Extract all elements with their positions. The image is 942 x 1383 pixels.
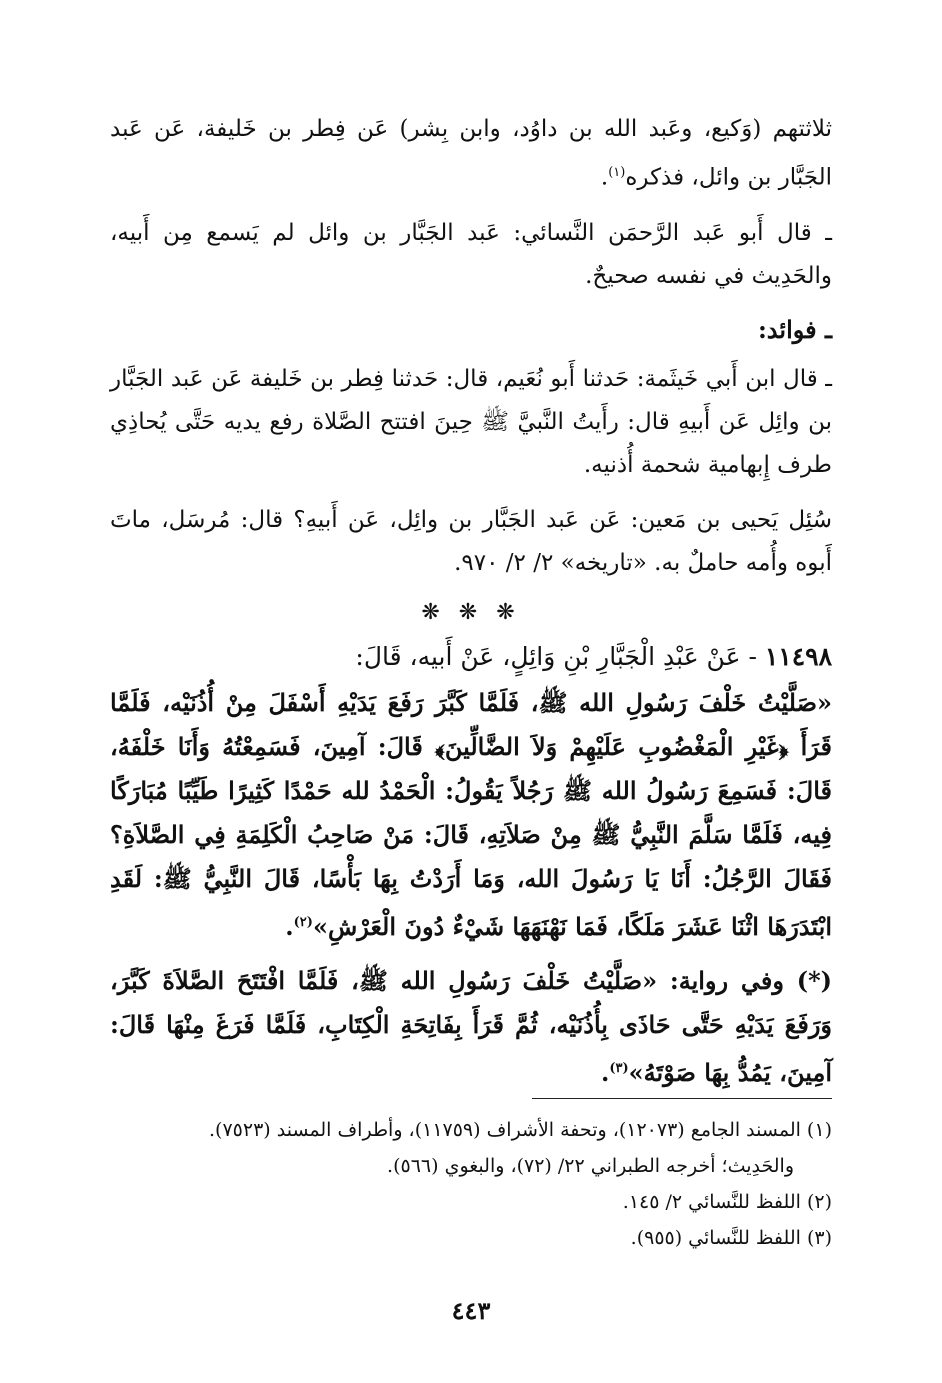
paragraph-narrators-text: ثلاثتهم (وَكيع، وعَبد الله بن داوُد، وابن بِشر) عَن فِطر بن خَليفة، عَن عَبد الجَبَّار بن وائل، فذكره [110, 116, 832, 191]
paragraph-narrators-end: . [600, 164, 609, 191]
section-separator: ❋ ❋ ❋ [421, 599, 521, 625]
footnote-ref-1: (١) [608, 165, 626, 180]
page-number: ٤٤٣ [451, 1296, 491, 1325]
footnote-1-continued: والحَدِيث؛ أخرجه الطبراني ٢٢/ (٧٢)، والبغوي (٥٦٦). [387, 1155, 794, 1177]
paragraph-nasai-comment: ـ قال أَبو عَبد الرَّحمَن النَّسائي: عَبد الجَبَّار بن وائل لم يَسمع مِن أَبيه، والحَدِيث في نفسه صحيحٌ. [110, 219, 832, 289]
main-text [110, 108, 832, 1105]
hadith-riwaya-body: (*) وفي رواية: «صَلَّيْتُ خَلْفَ رَسُولِ الله ﷺ، فَلَمَّا افْتَتَحَ الصَّلاَةَ كَبَّرَ، وَرَفَعَ يَدَيْهِ حَتَّى حَاذَى بِأُذُنَيْه، ثُمَّ قَرَأَ بِفَاتِحَةِ الْكِتَابِ، فَلَمَّا فَرَغَ مِنْهَا قَالَ: آمِينَ، يَمُدُّ بِهَا صَوْتَهُ» [110, 965, 832, 1087]
paragraph-ibn-abi-khaythama: ـ قال ابن أَبي خَيثَمة: حَدثنا أَبو نُعَيم، قال: حَدثنا فِطر بن خَليفة عَن عَبد الجَبَّار بن وائِل عَن أَبيهِ قال: رأَيتُ النَّبيَّ ﷺ حِينَ افتتح الصَّلاة رفع يديه حَتَّى يُحاذِي طرف إِبهامية شحمة أُذنيه. [110, 365, 832, 478]
hadith-riwaya-end: . [600, 1057, 610, 1087]
footnote-ref-2: (٢) [293, 914, 313, 930]
footnote-ref-3: (٣) [609, 1060, 629, 1076]
footnote-2: (٢) اللفظ للنَّسائي ٢/ ١٤٥. [622, 1191, 832, 1213]
fawaid-heading: ـ فوائد: [757, 314, 832, 344]
hadith-text [110, 681, 832, 949]
hadith-number: ١١٤٩٨ [764, 641, 832, 671]
footnote-1: (١) المسند الجامع (١٢٠٧٣)، وتحفة الأشراف (١١٧٥٩)، وأطراف المسند (٧٥٢٣). [209, 1119, 832, 1141]
footnote-3: (٣) اللفظ للنَّسائي (٩٥٥). [630, 1227, 832, 1249]
hadith-text-end: . [285, 911, 294, 941]
hadith-riwaya [110, 959, 832, 1095]
hadith-text-body: «صَلَّيْتُ خَلْفَ رَسُولِ الله ﷺ، فَلَمَّا كَبَّرَ رَفَعَ يَدَيْهِ أَسْفَلَ مِنْ أُذُنَيْه، فَلَمَّا قَرَأَ ﴿غَيْرِ الْمَغْضُوبِ عَلَيْهِمْ وَلاَ الضَّالِّينَ﴾ قَالَ: آمِينَ، فَسَمِعْتُهُ وَأَنَا خَلْفَهُ، قَالَ: فَسَمِعَ رَسُولُ الله ﷺ رَجُلاً يَقُولُ: الْحَمْدُ لله حَمْدًا كَثِيرًا طَيِّبًا مُبَارَكًا فِيه، فَلَمَّا سَلَّمَ النَّبِيُّ ﷺ مِنْ صَلاَتِهِ، قَالَ: مَنْ صَاحِبُ الْكَلِمَةِ فِي الصَّلاَةِ؟ فَقَالَ الرَّجُلُ: أَنَا يَا رَسُولَ الله، وَمَا أَرَدْتُ بِهَا بَأْسًا، قَالَ النَّبِيُّ ﷺ: لَقَدِ ابْتَدَرَهَا اثْنَا عَشَرَ مَلَكًا، فَمَا نَهْنَهَهَا شَيْءٌ دُونَ الْعَرْشِ» [110, 687, 832, 941]
hadith-dash: - [740, 641, 765, 671]
hadith-isnad: عَنْ عَبْدِ الْجَبَّارِ بْنِ وَائِلٍ، عَنْ أَبيه، قَالَ: [355, 641, 741, 671]
paragraph-ibn-maeen: سُئِل يَحيى بن مَعين: عَن عَبد الجَبَّار بن وائِل، عَن أَبيهِ؟ قال: مُرسَل، ماتَ أَبوه وأُمه حاملٌ به. «تاريخه» ٢/ ٢/ ٩٧٠. [110, 506, 832, 576]
footnotes [110, 1112, 832, 1256]
paragraph-narrators [110, 108, 832, 200]
hadith-header [110, 635, 832, 679]
footnote-divider [532, 1098, 832, 1099]
